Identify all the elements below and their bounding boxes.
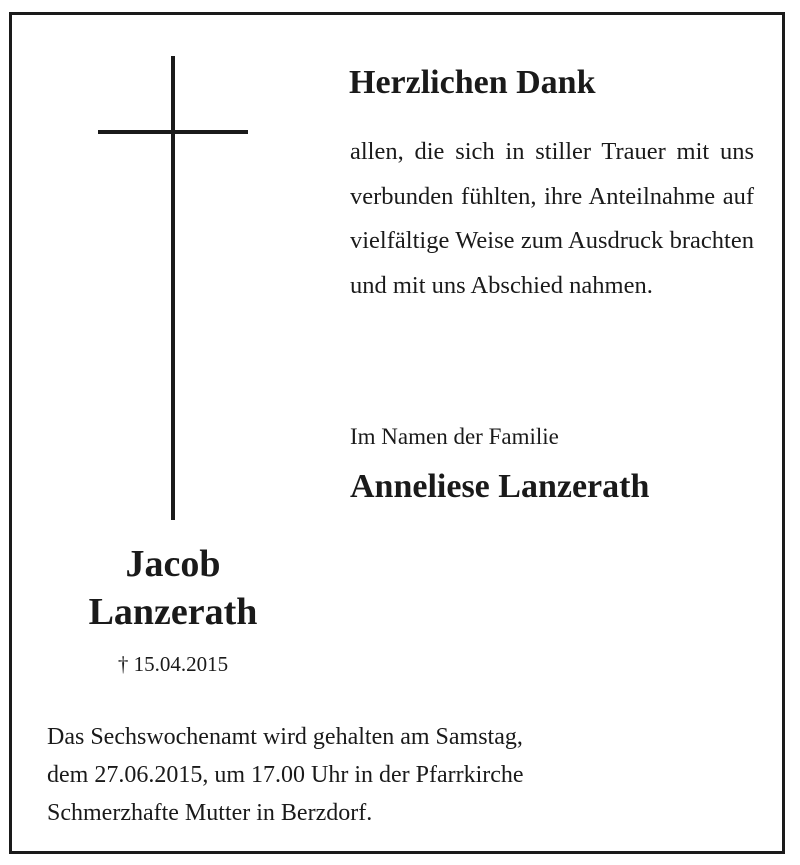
deceased-last-name: Lanzerath — [88, 591, 258, 633]
thanks-text: allen, die sich in stiller Trauer mit uns verbunden fühlten, ihre Anteilnahme auf vielfältige Weise zum Ausdruck brachten und mit uns Abschied nahmen. — [350, 138, 754, 299]
deceased-name — [40, 540, 306, 636]
cross-horizontal-bar — [98, 130, 248, 134]
deceased-first-name: Jacob — [125, 543, 221, 585]
cross-vertical-bar — [171, 56, 175, 520]
service-line: Schmerzhafte Mutter in Berzdorf. — [47, 800, 373, 826]
service-announcement — [47, 718, 524, 832]
family-intro: Im Namen der Familie — [350, 424, 559, 449]
death-date: † 15.04.2015 — [117, 652, 229, 676]
service-line: Das Sechswochenamt wird gehalten am Samstag, — [47, 724, 523, 750]
service-line: dem 27.06.2015, um 17.00 Uhr in der Pfarrkirche — [47, 762, 524, 788]
family-name: Anneliese Lanzerath — [350, 468, 650, 505]
thanks-heading: Herzlichen Dank — [349, 64, 596, 101]
